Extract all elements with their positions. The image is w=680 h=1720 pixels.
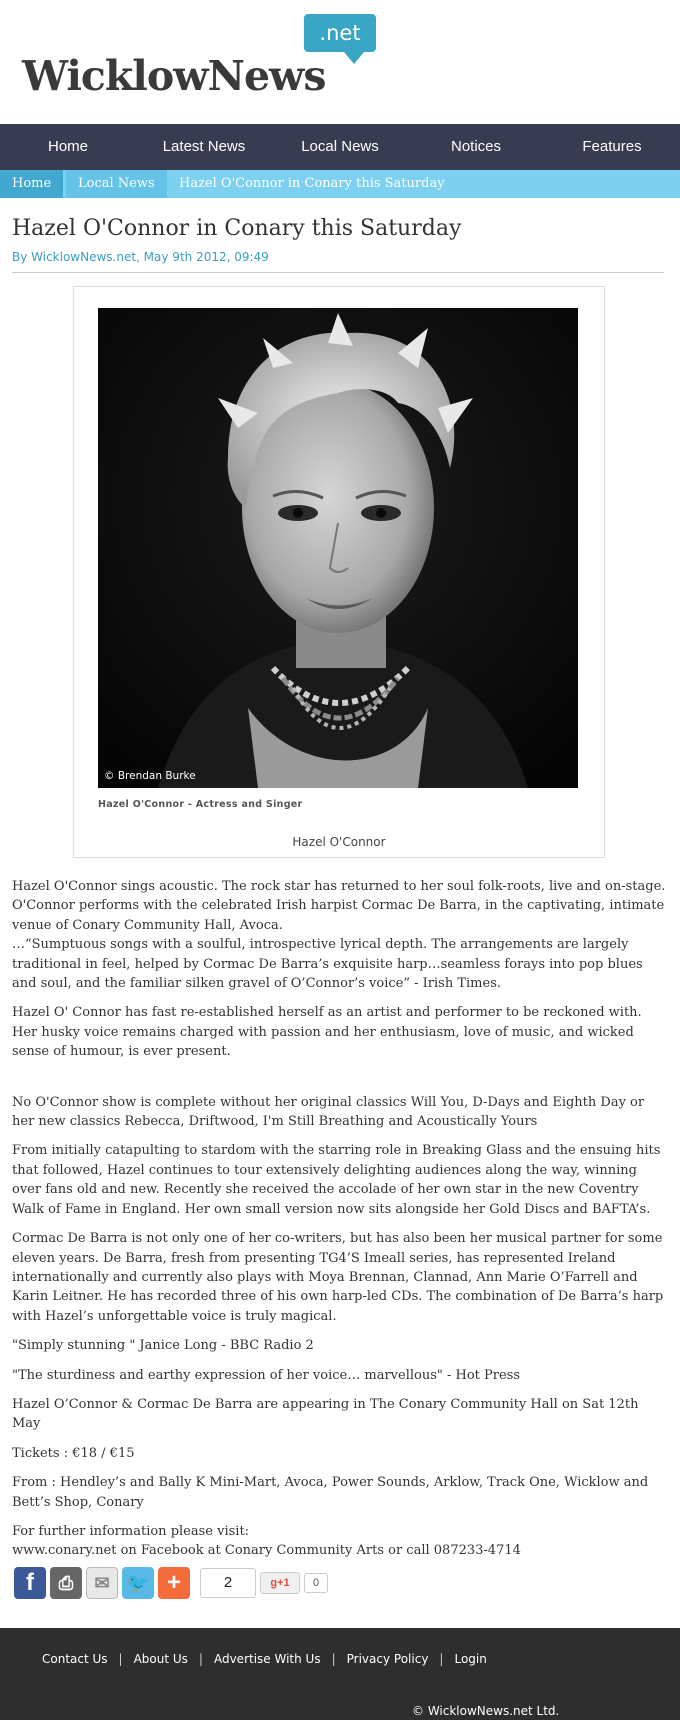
- google-plus-one-button[interactable]: [260, 1572, 300, 1594]
- footer-copyright: © WicklowNews.net Ltd.: [412, 1704, 560, 1718]
- article-paragraph: Hazel O' Connor has fast re-established herself as an artist and performer to be reckoned with. Her husky voice remains charged with passion and her enthusiasm, love of music, and wicked sense of humour, is ever present.: [12, 1005, 642, 1060]
- footer-separator: |: [439, 1652, 444, 1666]
- site-header: [0, 0, 680, 124]
- email-share-button[interactable]: [86, 1567, 118, 1599]
- printer-icon: ⎙: [58, 1572, 74, 1593]
- portrait-illustration: [98, 308, 578, 788]
- google-plus-icon: g: [270, 1576, 278, 1589]
- breadcrumb-home[interactable]: Home: [0, 170, 63, 198]
- site-logo[interactable]: WicklowNews: [22, 52, 326, 100]
- print-button[interactable]: [50, 1567, 82, 1599]
- nav-home[interactable]: Home: [47, 138, 88, 155]
- envelope-icon: ✉: [94, 1572, 110, 1593]
- article-paragraph-intro: Hazel O'Connor sings acoustic. The rock star has returned to her soul folk-roots, live and on-stage. O'Connor performs with the celebrated Irish harpist Cormac De Barra, in the captivating, intimate venue of Conary Community Hall, Avoca.: [12, 879, 666, 933]
- article-paragraph: "Simply stunning " Janice Long - BBC Radio 2: [12, 1338, 314, 1354]
- article-paragraph: "The sturdiness and earthy expression of her voice… marvellous" - Hot Press: [12, 1367, 521, 1383]
- footer-link-advertise[interactable]: Advertise With Us: [213, 1652, 321, 1666]
- article-paragraph: Cormac De Barra is not only one of her co-writers, but has also been her musical partner for some eleven years. De Barra, fresh from presenting TG4’S Imeall series, has represented Ireland internationally and currently also plays with Moya Brennan, Clannad, Ann Marie O’Farrell and Karin Leitner. He has recorded three of his own harp-led CDs. The combination of De Barra’s harp with Hazel’s unforgettable voice is truly magical.: [12, 1231, 664, 1324]
- more-info-contact[interactable]: www.conary.net on Facebook at Conary Community Arts or call 087233-4714: [12, 1543, 521, 1559]
- logo-net-badge[interactable]: .net: [304, 14, 376, 52]
- footer-links: [42, 1652, 487, 1666]
- photo-credit: © Brendan Burke: [104, 770, 196, 782]
- footer-separator: |: [198, 1652, 203, 1666]
- breadcrumb-current: Hazel O'Connor in Conary this Saturday: [179, 176, 445, 191]
- footer-link-contact[interactable]: Contact Us: [42, 1652, 108, 1666]
- article-body: [12, 877, 666, 1571]
- footer-separator: |: [331, 1652, 336, 1666]
- breadcrumb: [0, 170, 680, 198]
- share-bar: [14, 1566, 328, 1599]
- footer-link-about[interactable]: About Us: [133, 1652, 188, 1666]
- footer-link-login[interactable]: Login: [454, 1652, 487, 1666]
- nav-local-news[interactable]: Local News: [301, 138, 379, 155]
- footer-link-privacy[interactable]: Privacy Policy: [346, 1652, 429, 1666]
- twitter-bird-icon: 🐦: [126, 1572, 150, 1593]
- plus-icon: +: [166, 1568, 181, 1596]
- more-info-label: For further information please visit:: [12, 1523, 250, 1539]
- article-paragraph: Tickets : €18 / €15: [12, 1445, 135, 1461]
- article-paragraph: No O'Connor show is complete without her original classics Will You, D-Days and Eighth Day or her new classics Rebecca, Driftwood, I'm Still Breathing and Acoustically Yours: [12, 1094, 645, 1130]
- google-plus-count: 0: [304, 1573, 328, 1593]
- breadcrumb-local-news[interactable]: Local News: [66, 170, 167, 198]
- facebook-share-button[interactable]: [14, 1567, 46, 1599]
- photo-caption: Hazel O'Connor: [292, 835, 386, 849]
- site-footer: [0, 1628, 680, 1720]
- article-paragraph: [12, 1522, 666, 1561]
- twitter-share-button[interactable]: [122, 1567, 154, 1599]
- spacer: [12, 1072, 666, 1093]
- nav-latest-news[interactable]: Latest News: [162, 138, 246, 155]
- nav-features[interactable]: Features: [582, 138, 642, 155]
- article-paragraph-quote: …“Sumptuous songs with a soulful, introspective lyrical depth. The arrangements are largely traditional in feel, helped by Cormac De Barra’s exquisite harp…seamless forays into pop blues and soul, and the familiar silken gravel of O’Connor’s voice” - Irish Times.: [12, 937, 643, 992]
- footer-separator: |: [118, 1652, 123, 1666]
- article-paragraph: [12, 877, 666, 993]
- article-paragraph: From : Hendley’s and Bally K Mini-Mart, Avoca, Power Sounds, Arklow, Track One, Wicklow and Bett’s Shop, Conary: [12, 1475, 649, 1510]
- title-divider: [12, 272, 664, 273]
- share-count: 2: [200, 1568, 256, 1598]
- photo-inner-caption: Hazel O'Connor - Actress and Singer: [98, 799, 303, 810]
- article-paragraph: From initially catapulting to stardom with the starring role in Breaking Glass and the ensuing hits that followed, Hazel continues to tour extensively delighting audiences along the way, winning over fans old and new. Recently she received the accolade of her own star in the new Coventry Walk of Fame in England. Her own small version now sits alongside her Gold Discs and BAFTA’s.: [12, 1143, 661, 1217]
- article-photo: [98, 308, 578, 788]
- article-byline: By WicklowNews.net, May 9th 2012, 09:49: [12, 250, 269, 264]
- article-title: Hazel O'Connor in Conary this Saturday: [12, 216, 462, 241]
- nav-notices[interactable]: Notices: [450, 138, 502, 155]
- facebook-icon: f: [26, 1568, 34, 1596]
- more-share-button[interactable]: [158, 1567, 190, 1599]
- article-paragraph: Hazel O’Connor & Cormac De Barra are appearing in The Conary Community Hall on Sat 12th May: [12, 1396, 639, 1432]
- article-figure: [73, 286, 605, 858]
- google-plus-one-label: +1: [277, 1576, 290, 1589]
- main-nav: [0, 124, 680, 170]
